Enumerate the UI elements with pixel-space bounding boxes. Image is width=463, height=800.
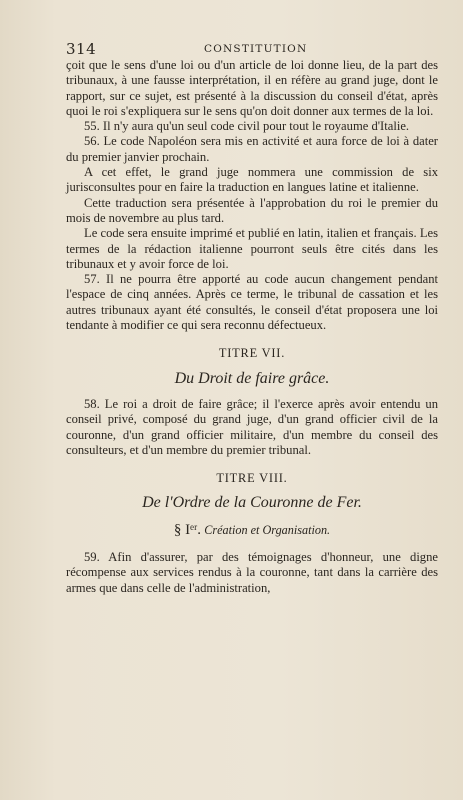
titre-viii-heading: TITRE VIII. [216,471,288,486]
section-heading [66,522,438,538]
article-56-paragraph-c: Le code sera ensuite imprimé et publié en latin, italien et français. Les termes de la rédaction italienne pourront seuls être cités dans les tribunaux et y avoir force de loi. [66,226,438,271]
page-header [66,40,436,58]
article-56: 56. Le code Napoléon sera mis en activité et aura force de loi à dater du premier janvier prochain. [66,134,438,164]
section-symbol: § Iᵉʳ. [173,521,202,538]
article-58: 58. Le roi a droit de faire grâce; il l'exerce après avoir entendu un conseil privé, composé du grand juge, d'un grand officier civil de la couronne, d'un grand officier militaire, d'un membre du conseil des consulteurs, et d'un membre du premier tribunal. [66,396,438,457]
article-56-paragraph-a: A cet effet, le grand juge nommera une commission de six jurisconsultes pour en faire la traduction en langues latine et italienne. [66,165,438,195]
article-57: 57. Il ne pourra être apporté au code aucun changement pendant l'espace de cinq années. Après ce terme, le tribunal de cassation et les autres tribunaux ayant été consultés, le conseil d'état proposera une loi tendante à modifier ce qui sera reconnu défectueux. [66,272,438,333]
running-title: CONSTITUTION [204,43,308,55]
titre-vii-heading: TITRE VII. [218,346,286,361]
article-59: 59. Afin d'assurer, par des témoignages d'honneur, une digne récompense aux services rendus à la couronne, tant dans la carrière des armes que dans celle de l'administration, [66,550,438,595]
page-number: 314 [66,40,97,58]
article-55: 55. Il n'y aura qu'un seul code civil pour tout le royaume d'Italie. [84,119,410,134]
titre-vii-subtitle: Du Droit de faire grâce. [174,369,330,387]
article-56-paragraph-b: Cette traduction sera présentée à l'approbation du roi le premier du mois de novembre au plus tard. [66,195,438,225]
titre-viii-subtitle: De l'Ordre de la Couronne de Fer. [142,494,362,512]
page-body [66,58,438,596]
continued-paragraph: çoit que le sens d'une loi ou d'un article de loi donne lieu, de la part des tribunaux, à une fausse interprétation, il en réfère au grand juge, dont le rapport, sur ce sujet, est présenté à la discussion du conseil d'état, après quoi le roi s'expliquera sur le sens qu'on doit donner aux termes de la loi. [66,58,438,118]
section-title: Création et Organisation. [204,522,331,537]
